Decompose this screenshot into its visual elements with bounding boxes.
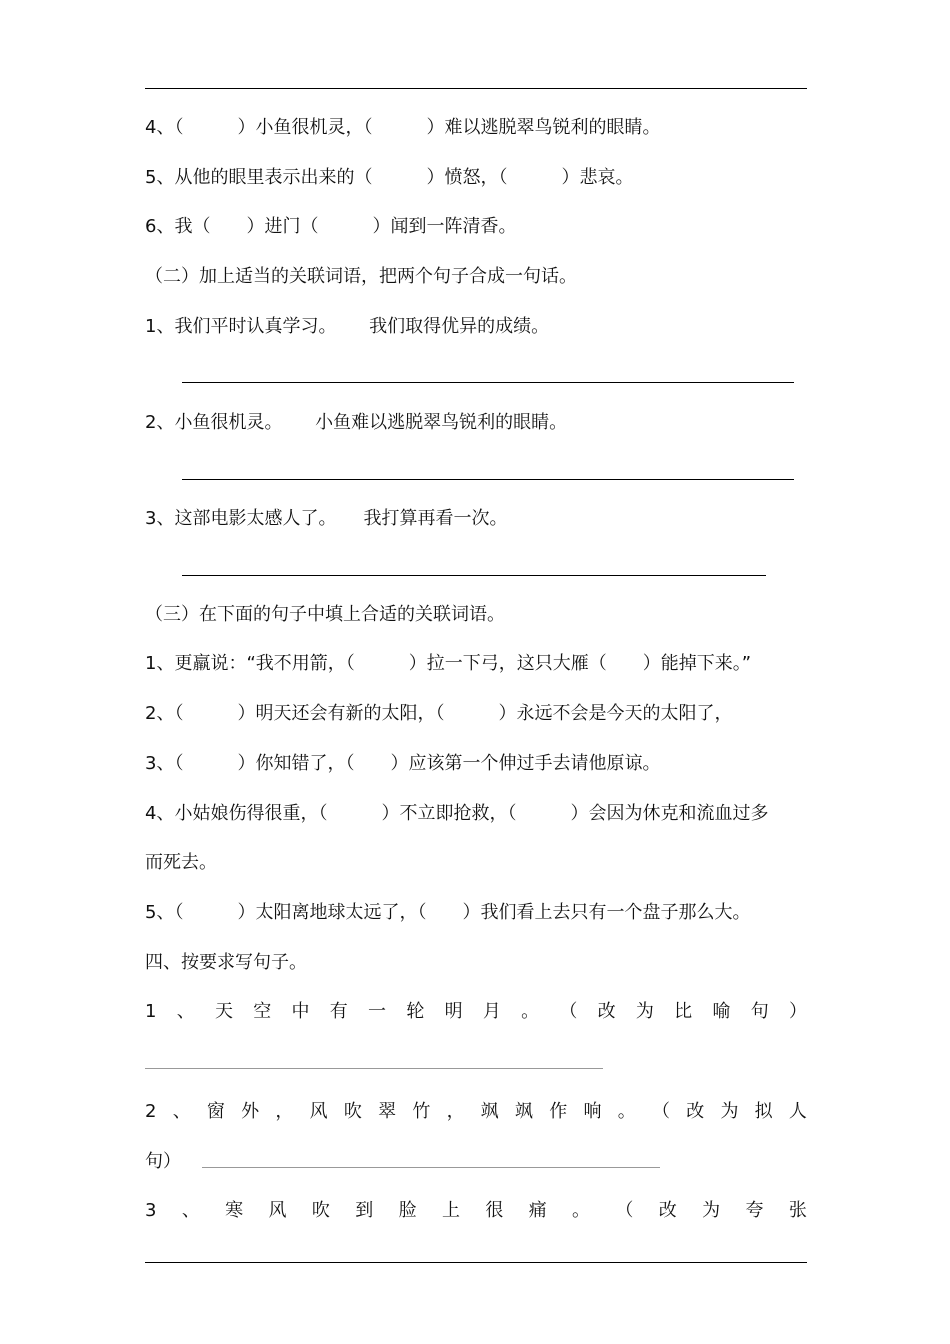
sentence-6: 6、我（ ）进门（ ）闻到一阵清香。 (145, 216, 517, 237)
fill-item-2: 2、（ ）明天还会有新的太阳，（ ）永远不会是今天的太阳了， (145, 703, 733, 724)
rewrite-q1: 1 、 天 空 中 有 一 轮 明 月 。 （ 改 为 比 喻 句 ） (145, 1001, 807, 1022)
section-3-heading: （三）在下面的句子中填上合适的关联词语。 (145, 604, 505, 625)
combine-item-1: 1、我们平时认真学习。 我们取得优异的成绩。 (145, 316, 550, 337)
fill-item-5: 5、（ ）太阳离地球太远了，（ ）我们看上去只有一个盘子那么大。 (145, 902, 751, 923)
answer-line-q2[interactable] (202, 1167, 660, 1168)
rewrite-q3: 3 、 寒 风 吹 到 脸 上 很 痛 。 （ 改 为 夸 张 (145, 1200, 807, 1221)
answer-line-2[interactable] (182, 479, 794, 480)
fill-item-4: 4、小姑娘伤得很重，（ ）不立即抢救，（ ）会因为休克和流血过多 (145, 803, 769, 824)
rewrite-q2-tail: 句） (145, 1151, 181, 1172)
sentence-4: 4、（ ）小鱼很机灵，（ ）难以逃脱翠鸟锐利的眼睛。 (145, 117, 661, 138)
fill-item-3: 3、（ ）你知错了，（ ）应该第一个伸过手去请他原谅。 (145, 753, 661, 774)
bottom-rule (145, 1262, 807, 1263)
combine-item-3: 3、这部电影太感人了。 我打算再看一次。 (145, 508, 508, 529)
answer-line-q1[interactable] (145, 1068, 603, 1069)
sentence-5: 5、从他的眼里表示出来的（ ）愤怒，（ ）悲哀。 (145, 167, 634, 188)
fill-item-1: 1、更羸说：“我不用箭，（ ）拉一下弓，这只大雁（ ）能掉下来。” (145, 653, 752, 674)
combine-item-2: 2、小鱼很机灵。 小鱼难以逃脱翠鸟锐利的眼睛。 (145, 412, 568, 433)
answer-line-3[interactable] (182, 575, 766, 576)
top-rule (145, 88, 807, 89)
fill-item-4-cont: 而死去。 (145, 852, 217, 873)
answer-line-1[interactable] (182, 382, 794, 383)
section-4-heading: 四、按要求写句子。 (145, 952, 307, 973)
section-2-heading: （二）加上适当的关联词语，把两个句子合成一句话。 (145, 266, 577, 287)
rewrite-q2: 2 、 窗 外 ， 风 吹 翠 竹 ， 飒 飒 作 响 。 （ 改 为 拟 人 (145, 1101, 807, 1122)
